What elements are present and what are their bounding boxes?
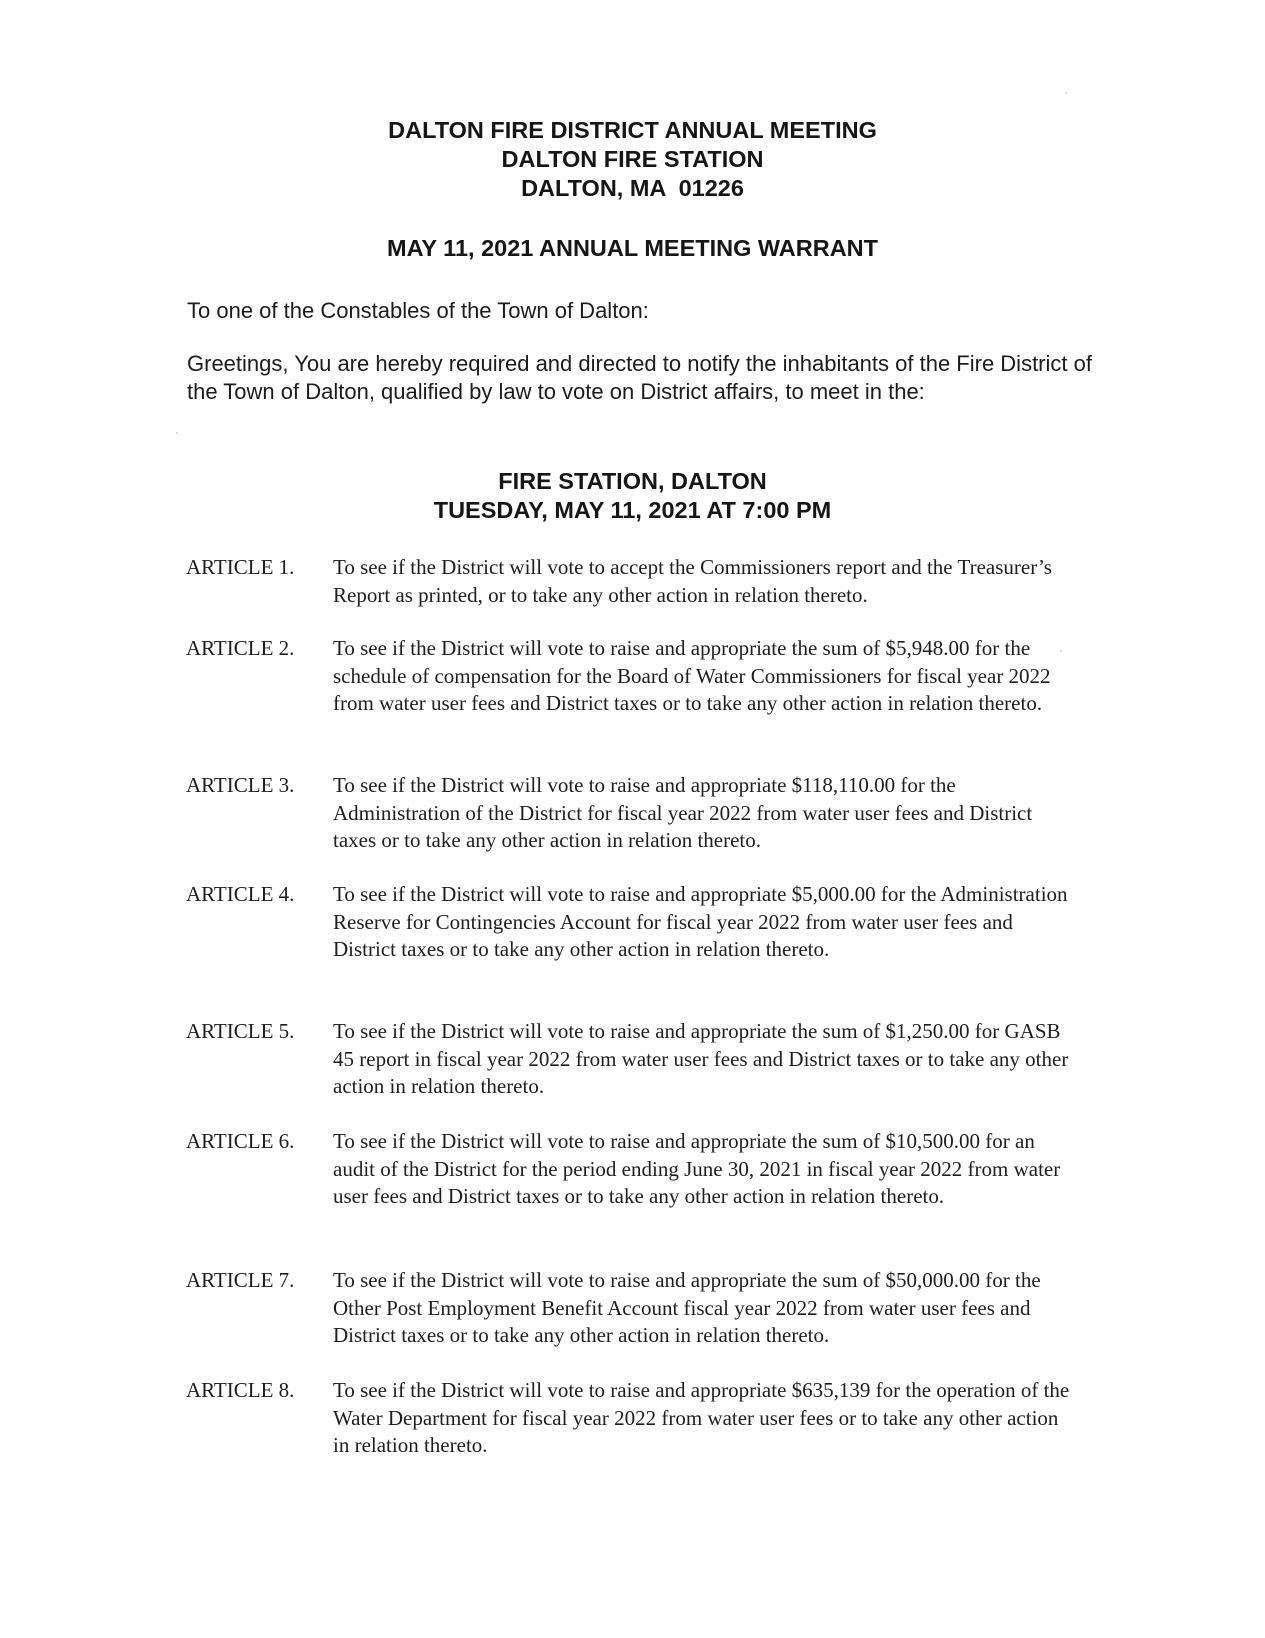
meeting-location [0,467,1265,525]
location-line-2: TUESDAY, MAY 11, 2021 AT 7:00 PM [433,497,832,523]
article-label: ARTICLE 5. [186,1019,295,1043]
article-text: To see if the District will vote to raise and appropriate $635,139 for the operation of the Water Department for fiscal year 2022 from water user fees or to take any other action in relation thereto. [333,1378,1070,1457]
warrant-title [0,234,1265,263]
title-block [0,116,1265,203]
article-label: ARTICLE 2. [186,636,295,660]
article-text: To see if the District will vote to raise and appropriate the sum of $5,948.00 for the schedule of compensation for the Board of Water Commissioners for fiscal year 2022 from water user fees and District taxes or to take any other action in relation thereto. [333,636,1051,715]
article-text: To see if the District will vote to raise and appropriate the sum of $10,500.00 for an audit of the District for the period ending June 30, 2021 in fiscal year 2022 from water user fees and District taxes or to take any other action in relation thereto. [333,1129,1061,1208]
title-line-3: DALTON, MA 01226 [521,175,744,201]
scan-speck [1060,650,1062,652]
article-label: ARTICLE 1. [186,555,295,579]
title-line-1: DALTON FIRE DISTRICT ANNUAL MEETING [388,117,877,143]
scan-speck [1065,92,1067,94]
location-line-1: FIRE STATION, DALTON [498,468,767,494]
greeting-paragraph: Greetings, You are hereby required and directed to notify the inhabitants of the Fire District of the Town of Dalton, qualified by law to vote on District affairs, to meet in the: [187,351,1092,404]
title-line-2: DALTON FIRE STATION [501,146,764,172]
addressee: To one of the Constables of the Town of Dalton: [187,298,649,323]
article-label: ARTICLE 7. [186,1268,295,1292]
article-label: ARTICLE 8. [186,1378,295,1402]
article-text: To see if the District will vote to accept the Commissioners report and the Treasurer’s Report as printed, or to take any other action in relation thereto. [333,555,1052,607]
article-text: To see if the District will vote to raise and appropriate the sum of $50,000.00 for the Other Post Employment Benefit Account fiscal year 2022 from water user fees and District taxes or to take any other action in relation thereto. [333,1268,1041,1347]
article-label: ARTICLE 3. [186,773,295,797]
article-text: To see if the District will vote to raise and appropriate the sum of $1,250.00 for GASB 45 report in fiscal year 2022 from water user fees and District taxes or to take any other action in relation thereto. [333,1019,1069,1098]
article-text: To see if the District will vote to raise and appropriate $118,110.00 for the Administration of the District for fiscal year 2022 from water user fees and District taxes or to take any other action in relation thereto. [333,773,1033,852]
article-text: To see if the District will vote to raise and appropriate $5,000.00 for the Administration Reserve for Contingencies Account for fiscal year 2022 from water user fees and District taxes or to take any other action in relation thereto. [333,882,1068,961]
warrant-title-text: MAY 11, 2021 ANNUAL MEETING WARRANT [387,235,878,261]
article-label: ARTICLE 4. [186,882,295,906]
scan-speck [176,432,178,434]
article-label: ARTICLE 6. [186,1129,295,1153]
